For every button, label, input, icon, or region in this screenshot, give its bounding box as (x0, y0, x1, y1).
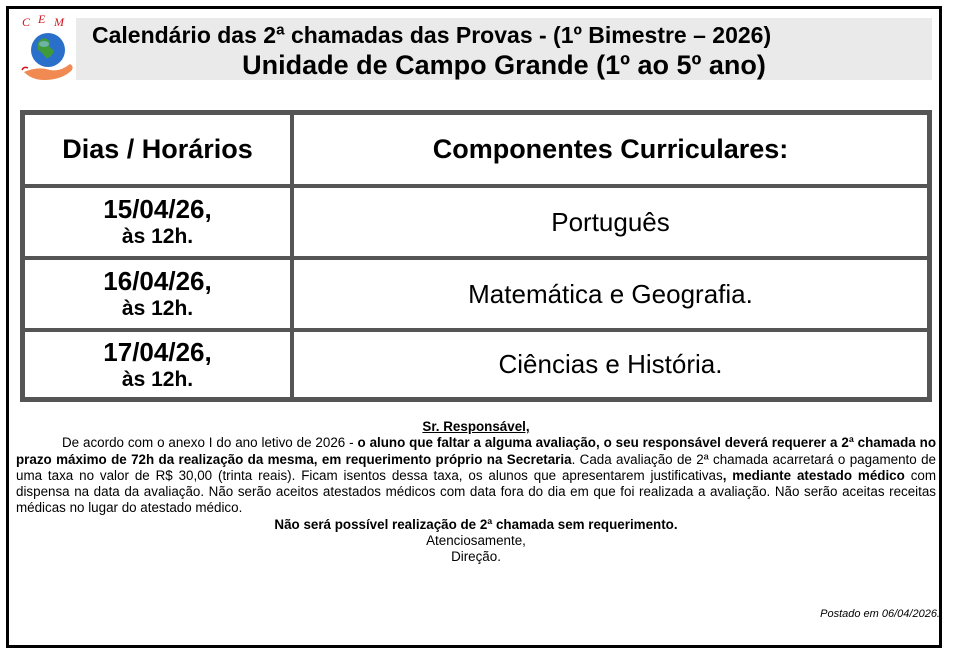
table-row-subject (292, 258, 929, 330)
notice-closing: Atenciosamente, (426, 533, 526, 549)
table-row-subject (292, 330, 929, 399)
row-subject: Matemática e Geografia. (468, 278, 753, 309)
row-subject: Ciências e História. (498, 349, 723, 379)
logo-m-text: M (54, 15, 64, 29)
row-date: 16/04/26, (103, 266, 212, 296)
row-date: 15/04/26, (103, 194, 212, 224)
title-line-1: Calendário das 2ª chamadas das Provas - (1º Bimestre – 2026) (92, 22, 772, 48)
table-row-date (23, 186, 292, 258)
col2-header: Componentes Curriculares: (432, 134, 789, 164)
notice-block (16, 419, 936, 566)
row-subject: Português (551, 206, 670, 237)
row-date: 17/04/26, (103, 336, 212, 367)
row-time: às 12h. (121, 367, 194, 391)
posted-date: Postado em 06/04/2026. (820, 608, 940, 620)
table-row-date (23, 258, 292, 330)
notice-heading: Sr. Responsável, (422, 419, 530, 434)
notice-warning: Não será possível realização de 2ª chamada sem requerimento. (274, 516, 678, 532)
table-row-date (23, 330, 292, 399)
school-logo (16, 14, 80, 82)
logo-e-text: E (38, 14, 46, 26)
header-cell-days (23, 113, 292, 186)
header (14, 14, 936, 82)
table-row-subject (292, 186, 929, 258)
logo-c-text: C (22, 15, 31, 29)
row-time: às 12h. (121, 297, 194, 320)
notice-paragraph: De acordo com o anexo I do ano letivo de 2026 - o aluno que faltar a alguma avaliação, o seu responsável deverá requerer a 2ª chamada no prazo máximo de 72h da realização da mesma, em requerimento próprio na Secretaria. Cada avaliação de 2ª chamada acarretará o pagamento de uma taxa no valor de R$ 30,00 (trinta reais). Ficam isentos dessa taxa, os alunos que apresentarem justificativas, mediante atestado médico com dispensa na data da avaliação. Não serão aceitos atestados médicos com data fora do dia em que foi realizada a avaliação. Não serão aceitas receitas médicas no lugar do atestado médico. (16, 435, 936, 516)
header-cell-subjects (292, 113, 929, 186)
notice-signature: Direção. (451, 549, 501, 565)
title-line-2: Unidade de Campo Grande (1º ao 5º ano) (242, 50, 766, 80)
exam-schedule-table (20, 110, 932, 402)
row-time: às 12h. (121, 225, 194, 248)
col1-header: Dias / Horários (62, 134, 253, 164)
